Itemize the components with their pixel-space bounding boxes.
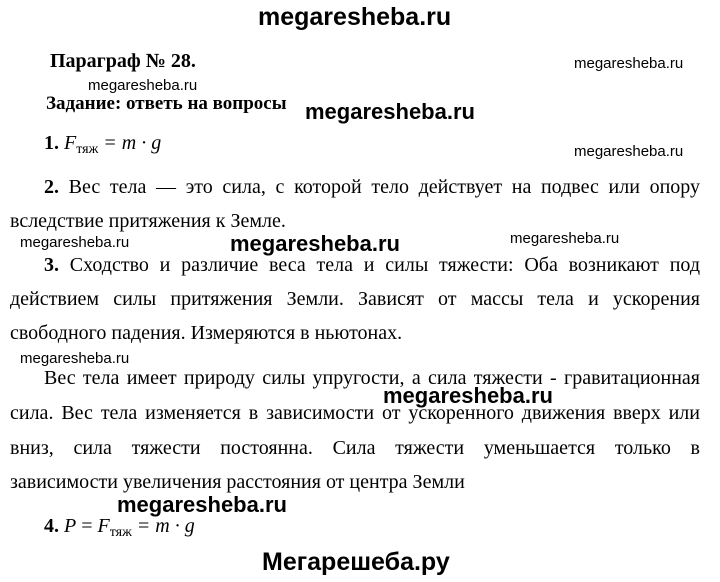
watermark-bold: megaresheba.ru [305,99,475,124]
watermark-small: megaresheba.ru [574,55,684,72]
answer-number: 1. [44,132,59,154]
watermark-top: megaresheba.ru [258,3,452,31]
watermark-bold: megaresheba.ru [230,231,400,256]
watermark-bold: megaresheba.ru [117,492,287,517]
formula-rhs: = m · g [103,132,162,154]
watermark-small: megaresheba.ru [88,77,198,94]
formula-force-symbol: F [97,515,110,537]
answer-2-line [44,175,700,199]
answer-3-line: свободного падения. Измеряются в ньютонах. [10,322,403,344]
answer-4 [44,515,195,541]
answer-3-line: Вес тела имеет природу силы упругости, а сила тяжести - гравитационная [44,367,700,389]
formula-force-symbol: F [64,132,77,154]
formula-equals: = [81,515,93,537]
watermark-bold: megaresheba.ru [383,383,553,408]
watermark-small: megaresheba.ru [20,350,130,367]
answer-number: 3. [44,254,59,276]
page-title: Параграф № 28. [50,50,196,72]
formula-rhs: = m · g [136,515,195,537]
watermark-small: megaresheba.ru [510,230,620,247]
task-heading: Задание: ответь на вопросы [46,93,287,114]
formula-subscript: тяж [76,142,99,157]
answer-number: 2. [44,176,59,198]
answer-text: Сходство и различие веса тела и силы тяжести: Оба возникают под [69,254,701,276]
answer-3-line: сила. Вес тела изменяется в зависимости от ускоренного движения вверх или [10,402,700,424]
answer-2-line: вследствие притяжения к Земле. [10,210,286,232]
formula-subscript: тяж [109,525,132,540]
answer-text: Вес тела — это сила, с которой тело действует на подвес или опору [68,176,701,198]
answer-number: 4. [44,515,59,537]
answer-3-line: вниз, сила тяжести постоянна. Сила тяжести уменьшается только в [10,437,700,459]
answer-1 [44,132,161,158]
watermark-small: megaresheba.ru [20,234,130,251]
answer-3-line: зависимости увеличения расстояния от центра Земли [10,471,465,493]
formula-weight-symbol: P [64,515,77,537]
watermark-bottom: Мегарешеба.ру [262,548,450,576]
answer-3-line [44,253,700,277]
watermark-small: megaresheba.ru [574,143,684,160]
answer-3-line: действием силы притяжения Земли. Зависят от массы тела и ускорения [10,288,700,310]
